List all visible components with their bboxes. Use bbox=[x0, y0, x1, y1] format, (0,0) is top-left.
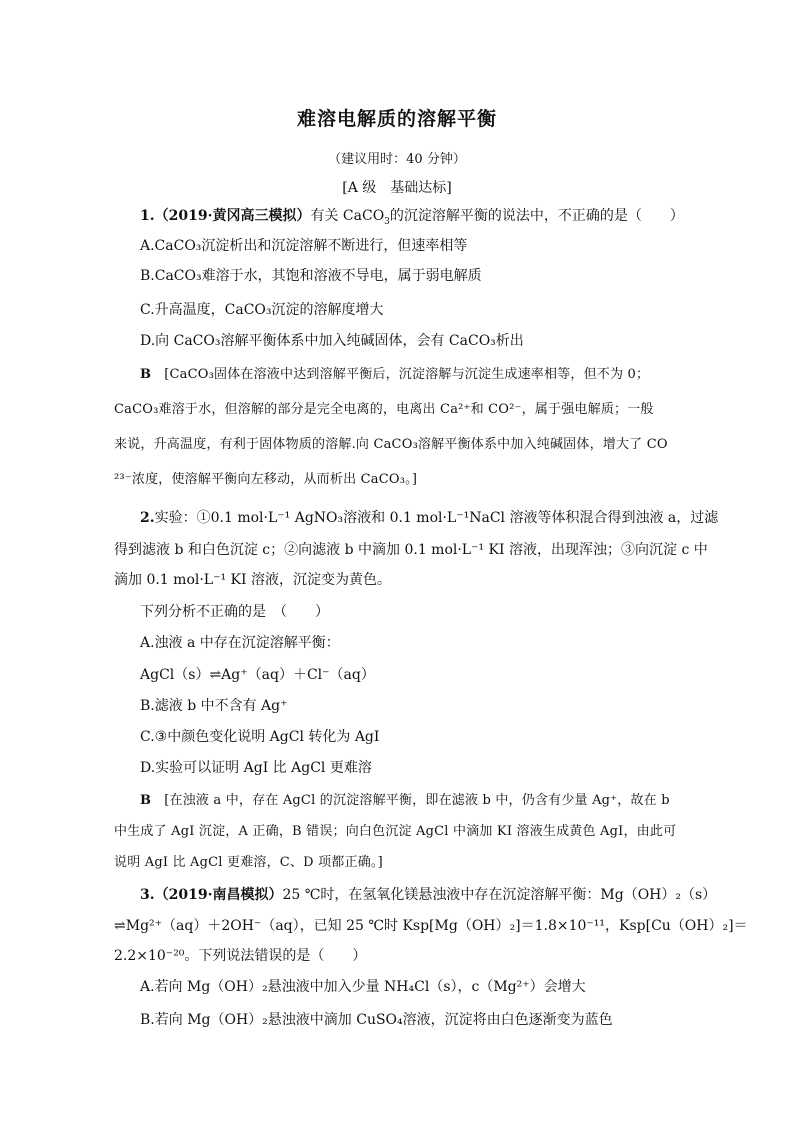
q3-stem-line-2: ⇌Mg²⁺（aq）＋2OH⁻（aq），已知 25 ℃时 Ksp[Mg（OH）₂]＝1.8×10⁻¹¹，Ksp[Cu（OH）₂]＝ bbox=[114, 918, 748, 934]
q2-option-d: D.实验可以证明 AgI 比 AgCl 更难溶 bbox=[140, 760, 372, 776]
q1-answer-text-1: [CaCO₃固体在溶液中达到溶解平衡后，沉淀溶解与沉淀生成速率相等，但不为 0； bbox=[164, 367, 650, 382]
q2-stem-line-1 bbox=[140, 508, 719, 528]
section-heading: [A 级 基础达标] bbox=[342, 180, 452, 196]
q2-text-1: 实验：①0.1 mol·L⁻¹ AgNO₃溶液和 0.1 mol·L⁻¹NaCl 溶液等体积混合得到浊液 a，过滤 bbox=[154, 510, 719, 526]
q2-answer-line-2: 中生成了 AgI 沉淀，A 正确，B 错误；向白色沉淀 AgCl 中滴加 KI 溶液生成黄色 AgI，由此可 bbox=[114, 824, 677, 839]
q3-option-a: A.若向 Mg（OH）₂悬浊液中加入少量 NH₄Cl（s），c（Mg²⁺）会增大 bbox=[140, 979, 586, 995]
q1-option-d: D.向 CaCO₃溶解平衡体系中加入纯碱固体，会有 CaCO₃析出 bbox=[140, 333, 524, 349]
q2-option-b: B.滤液 b 中不含有 Ag⁺ bbox=[140, 698, 288, 714]
subtitle: （建议用时：40 分钟） bbox=[328, 152, 466, 167]
q1-option-a: A.CaCO₃沉淀析出和沉淀溶解不断进行，但速率相等 bbox=[140, 238, 468, 254]
q2-answer-line-3: 说明 AgI 比 AgCl 更难溶，C、D 项都正确。] bbox=[114, 855, 383, 870]
q1-answer-letter: B bbox=[140, 367, 152, 382]
q2-stem-line-3: 滴加 0.1 mol·L⁻¹ KI 溶液，沉淀变为黄色。 bbox=[114, 572, 391, 588]
q1-source: （2019·黄冈高三模拟） bbox=[154, 208, 311, 224]
q2-answer-line-1 bbox=[140, 791, 680, 811]
q3-stem-line-1 bbox=[140, 885, 717, 905]
q1-stem: 1.（2019·黄冈高三模拟）有关 CaCO$_3$的沉淀溶解平衡的说法中，不正确的是（ ） bbox=[140, 208, 684, 227]
q1-number: 1. bbox=[140, 208, 155, 224]
q2-number: 2. bbox=[140, 510, 155, 526]
q3-number: 3. bbox=[140, 887, 155, 903]
q2-answer-letter: B bbox=[140, 793, 152, 808]
q2-option-a: A.浊液 a 中存在沉淀溶解平衡： bbox=[140, 635, 340, 651]
q2-stem-line-2: 得到滤液 b 和白色沉淀 c；②向滤液 b 中滴加 0.1 mol·L⁻¹ KI 溶液，出现浑浊；③向沉淀 c 中 bbox=[114, 542, 708, 558]
q1-stem-b: 的沉淀溶解平衡的说法中，不正确的是（ ） bbox=[389, 208, 684, 224]
q1-answer-line-2: CaCO₃难溶于水，但溶解的部分是完全电离的，电离出 Ca²⁺和 CO²⁻，属于强电解质；一般 bbox=[114, 402, 654, 417]
q2-option-c: C.③中颜色变化说明 AgCl 转化为 AgI bbox=[140, 729, 380, 745]
q1-stem-a: 有关 CaCO bbox=[310, 208, 385, 224]
q1-answer-line-4: ²³⁻浓度，使溶解平衡向左移动，从而析出 CaCO₃。] bbox=[114, 472, 418, 487]
q3-source: （2019·南昌模拟） bbox=[154, 887, 283, 903]
q1-answer-line-1 bbox=[140, 365, 680, 385]
q2-answer-text-1: [在浊液 a 中，存在 AgCl 的沉淀溶解平衡，即在滤液 b 中，仍含有少量 Ag⁺，故在 b bbox=[164, 793, 670, 808]
q2-equation: AgCl（s）⇌Ag⁺（aq）＋Cl⁻（aq） bbox=[140, 667, 375, 683]
page-title: 难溶电解质的溶解平衡 bbox=[296, 108, 497, 130]
q2-prompt: 下列分析不正确的是 （ ） bbox=[140, 604, 329, 620]
q1-option-c: C.升高温度，CaCO₃沉淀的溶解度增大 bbox=[140, 302, 384, 318]
q1-option-b: B.CaCO₃难溶于水，其饱和溶液不导电，属于弱电解质 bbox=[140, 268, 482, 284]
q3-stem-line-3: 2.2×10⁻²⁰。下列说法错误的是（ ） bbox=[114, 948, 367, 964]
q3-option-b: B.若向 Mg（OH）₂悬浊液中滴加 CuSO₄溶液，沉淀将由白色逐渐变为蓝色 bbox=[140, 1012, 613, 1028]
q1-answer-line-3: 来说，升高温度，有利于固体物质的溶解.向 CaCO₃溶解平衡体系中加入纯碱固体，增大了 CO bbox=[114, 437, 668, 452]
q3-text-1: 25 ℃时，在氢氧化镁悬浊液中存在沉淀溶解平衡：Mg（OH）₂（s） bbox=[282, 887, 717, 903]
